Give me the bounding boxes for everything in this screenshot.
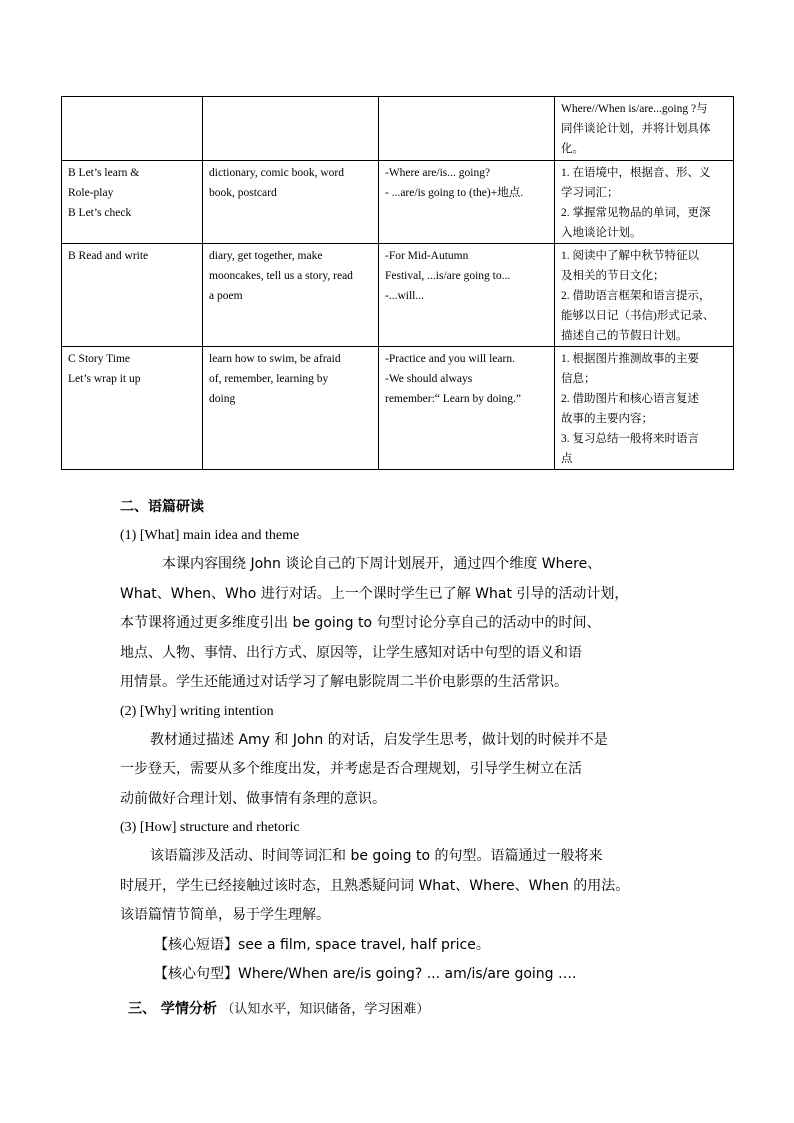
- cell-line: learn how to swim, be afraid: [209, 353, 341, 365]
- cell-line: B Read and write: [68, 250, 149, 262]
- table-cell: [62, 161, 203, 244]
- table-cell: [379, 161, 555, 244]
- cell-line: 故事的主要内容；: [561, 413, 653, 425]
- how-heading: (3) [How] structure and rhetoric: [120, 820, 300, 835]
- cell-line: 1. 阅读中了解中秋节特征以: [561, 250, 699, 262]
- cell-line: Where//When is/are...going ?与: [561, 103, 708, 115]
- cell-line: 1. 根据图片推测故事的主要: [561, 353, 699, 365]
- core-sentences: 【核心句型】Where/When are/is going? ... am/is/are going ….: [154, 965, 577, 982]
- table-cell: [62, 97, 203, 161]
- cell-line: B Let’s learn &: [68, 167, 140, 179]
- why-heading: (2) [Why] writing intention: [120, 703, 274, 719]
- paragraph-line: 本节课将通过更多维度引出 be going to 句型讨论分享自己的活动中的时间、: [120, 615, 601, 631]
- table-cell: [555, 244, 734, 347]
- table-cell: [203, 347, 379, 470]
- table-cell: [203, 244, 379, 347]
- how-paragraph: [120, 842, 720, 931]
- cell-line: 学习词汇；: [561, 187, 619, 199]
- table-cell: [555, 97, 734, 161]
- cell-line: 1. 在语境中，根据音、形、义: [561, 167, 711, 179]
- paragraph-line: 教材通过描述 Amy 和 John 的对话，启发学生思考，做计划的时候并不是: [150, 731, 608, 748]
- cell-line: 2. 借助图片和核心语言复述: [561, 393, 699, 405]
- paragraph-line: What、When、Who 进行对话。上一个课时学生已了解 What 引导的活动计划，: [120, 585, 629, 602]
- why-paragraph: [120, 726, 720, 815]
- cell-line: a poem: [209, 290, 243, 302]
- table-cell: [555, 161, 734, 244]
- section-title: 二、语篇研读: [120, 499, 204, 515]
- cell-line: diary, get together, make: [209, 250, 323, 262]
- paragraph-line: 一步登天，需要从多个维度出发，并考虑是否合理规划，引导学生树立在活: [120, 761, 582, 777]
- cell-line: 及相关的节日文化；: [561, 270, 665, 282]
- section-note: （认知水平，知识储备，学习困难）: [221, 1002, 430, 1017]
- table-row: [62, 97, 734, 161]
- cell-line: remember:“ Learn by doing.”: [385, 393, 522, 405]
- cell-line: Role-play: [68, 187, 114, 199]
- paragraph-line: 本课内容围绕 John 谈论自己的下周计划展开，通过四个维度 Where、: [162, 556, 602, 572]
- what-paragraph: [120, 550, 720, 698]
- cell-line: B Let’s check: [68, 207, 132, 219]
- paragraph-line: 时展开，学生已经接触过该时态，且熟悉疑问词 What、Where、When 的用法。: [120, 877, 630, 894]
- cell-line: 3. 复习总结一般将来时语言: [561, 433, 699, 445]
- cell-line: book, postcard: [209, 187, 277, 199]
- cell-line: 信息；: [561, 373, 596, 385]
- cell-line: mooncakes, tell us a story, read: [209, 270, 353, 282]
- paragraph-line: 动前做好合理计划、做事情有条理的意识。: [120, 790, 386, 807]
- table-cell: [62, 244, 203, 347]
- cell-line: 入地谈论计划。: [561, 227, 642, 239]
- section-title: 三、 学情分析: [128, 1001, 217, 1017]
- table-body: [62, 97, 734, 470]
- cell-line: -...will...: [385, 290, 424, 302]
- cell-line: 描述自己的节假日计划。: [561, 330, 688, 342]
- paragraph-line: 地点、人物、事情、出行方式、原因等，让学生感知对话中句型的语义和语: [120, 644, 582, 661]
- cell-line: -Where are/is... going?: [385, 167, 491, 179]
- cell-line: 2. 掌握常见物品的单词，更深: [561, 207, 711, 219]
- table-cell: [203, 97, 379, 161]
- cell-line: dictionary, comic book, word: [209, 167, 344, 179]
- section-learner-analysis: [128, 996, 429, 1023]
- cell-line: 点: [561, 453, 573, 465]
- cell-line: - ...are/is going to (the)+地点.: [385, 187, 524, 199]
- table-cell: [379, 97, 555, 161]
- core-phrases: 【核心短语】see a film, space travel, half price。: [154, 936, 490, 953]
- lesson-plan-table: [61, 96, 734, 470]
- section-text-analysis: [120, 492, 720, 989]
- cell-line: 同伴谈论计划，并将计划具体: [561, 123, 711, 135]
- cell-line: Let’s wrap it up: [68, 373, 141, 385]
- table-cell: [62, 347, 203, 470]
- cell-line: 能够以日记（书信)形式记录、: [561, 310, 715, 322]
- paragraph-line: 用情景。学生还能通过对话学习了解电影院周二半价电影票的生活常识。: [120, 674, 568, 690]
- cell-line: Festival, ...is/are going to...: [385, 270, 511, 282]
- cell-line: 2. 借助语言框架和语言提示，: [561, 290, 711, 302]
- table-row: [62, 161, 734, 244]
- cell-line: C Story Time: [68, 353, 130, 365]
- what-heading: (1) [What] main idea and theme: [120, 528, 300, 543]
- paragraph-line: 该语篇涉及活动、时间等词汇和 be going to 的句型。语篇通过一般将来: [150, 848, 603, 864]
- cell-line: 化。: [561, 143, 584, 155]
- table-cell: [203, 161, 379, 244]
- cell-line: -Practice and you will learn.: [385, 353, 515, 365]
- paragraph-line: 该语篇情节简单，易于学生理解。: [120, 907, 330, 923]
- table-row: [62, 244, 734, 347]
- cell-line: doing: [209, 393, 236, 405]
- table-cell: [379, 347, 555, 470]
- cell-line: of, remember, learning by: [209, 373, 329, 385]
- cell-line: -We should always: [385, 373, 473, 385]
- cell-line: -For Mid-Autumn: [385, 250, 469, 262]
- table-cell: [379, 244, 555, 347]
- table-row: [62, 347, 734, 470]
- table-cell: [555, 347, 734, 470]
